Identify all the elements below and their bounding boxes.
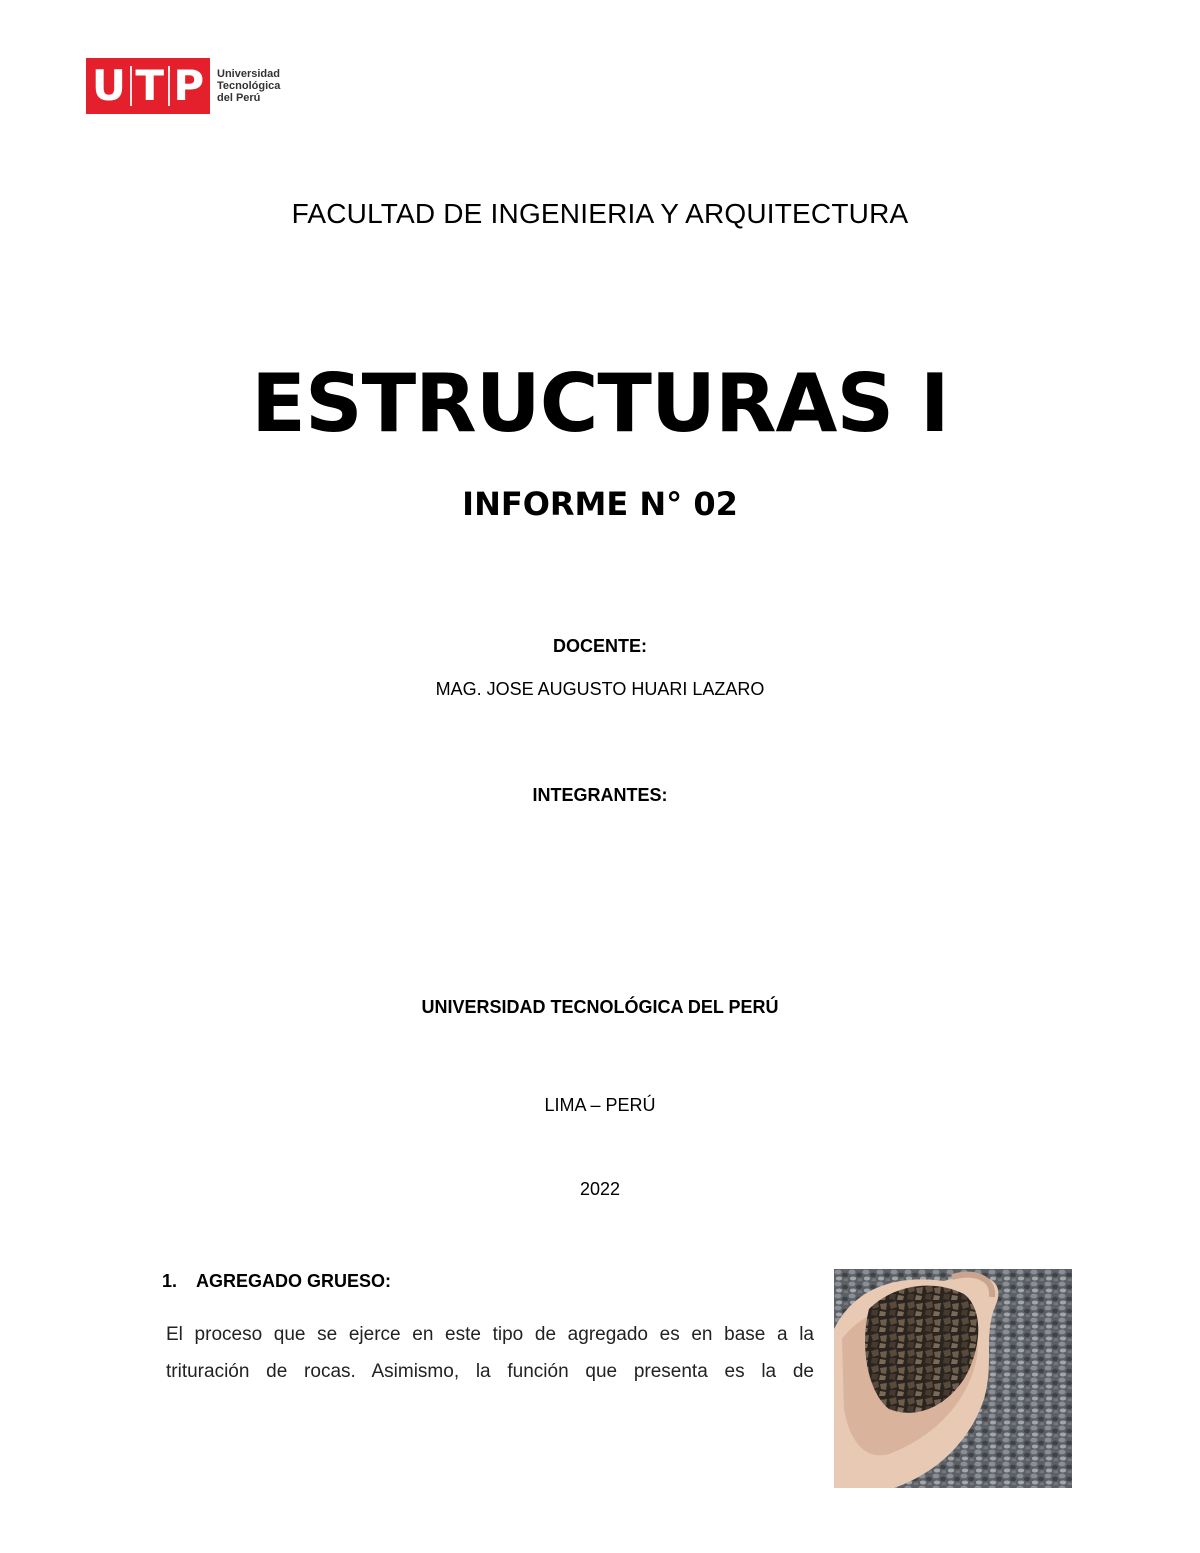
utp-logo-mark bbox=[86, 58, 210, 114]
section-number: 1. bbox=[162, 1271, 178, 1291]
logo-letter-t: T bbox=[135, 61, 164, 110]
course-title: ESTRUCTURAS I bbox=[251, 357, 949, 450]
gravel-hand-photo bbox=[834, 1269, 1072, 1488]
section-heading bbox=[162, 1271, 391, 1292]
report-number: INFORME N° 02 bbox=[462, 485, 738, 523]
utp-logo bbox=[86, 58, 282, 114]
year: 2022 bbox=[579, 1179, 621, 1199]
utp-logo-wordmark bbox=[217, 68, 280, 104]
section-title: AGREGADO GRUESO: bbox=[196, 1271, 392, 1291]
logo-letter-p: P bbox=[173, 61, 205, 110]
logo-line: Universidad bbox=[217, 68, 280, 80]
logo-separator bbox=[130, 66, 132, 106]
paragraph-line: El proceso que se ejerce en este tipo de agregado es en base a la bbox=[166, 1324, 814, 1345]
section-paragraph bbox=[166, 1316, 814, 1390]
logo-letter-u: U bbox=[91, 61, 126, 110]
university-name: UNIVERSIDAD TECNOLÓGICA DEL PERÚ bbox=[421, 997, 779, 1017]
logo-separator bbox=[168, 66, 170, 106]
paragraph-line: trituración de rocas. Asimismo, la función que presenta es la de bbox=[166, 1361, 814, 1382]
faculty-title: FACULTAD DE INGENIERIA Y ARQUITECTURA bbox=[291, 198, 909, 229]
docente-label: DOCENTE: bbox=[553, 636, 647, 656]
gravel-photo-drawing bbox=[834, 1269, 1072, 1488]
integrantes-label: INTEGRANTES: bbox=[532, 785, 668, 805]
logo-line: Tecnológica bbox=[217, 80, 281, 92]
docente-name: MAG. JOSE AUGUSTO HUARI LAZARO bbox=[435, 679, 765, 699]
location: LIMA – PERÚ bbox=[544, 1095, 656, 1115]
logo-line: del Perú bbox=[217, 92, 261, 104]
